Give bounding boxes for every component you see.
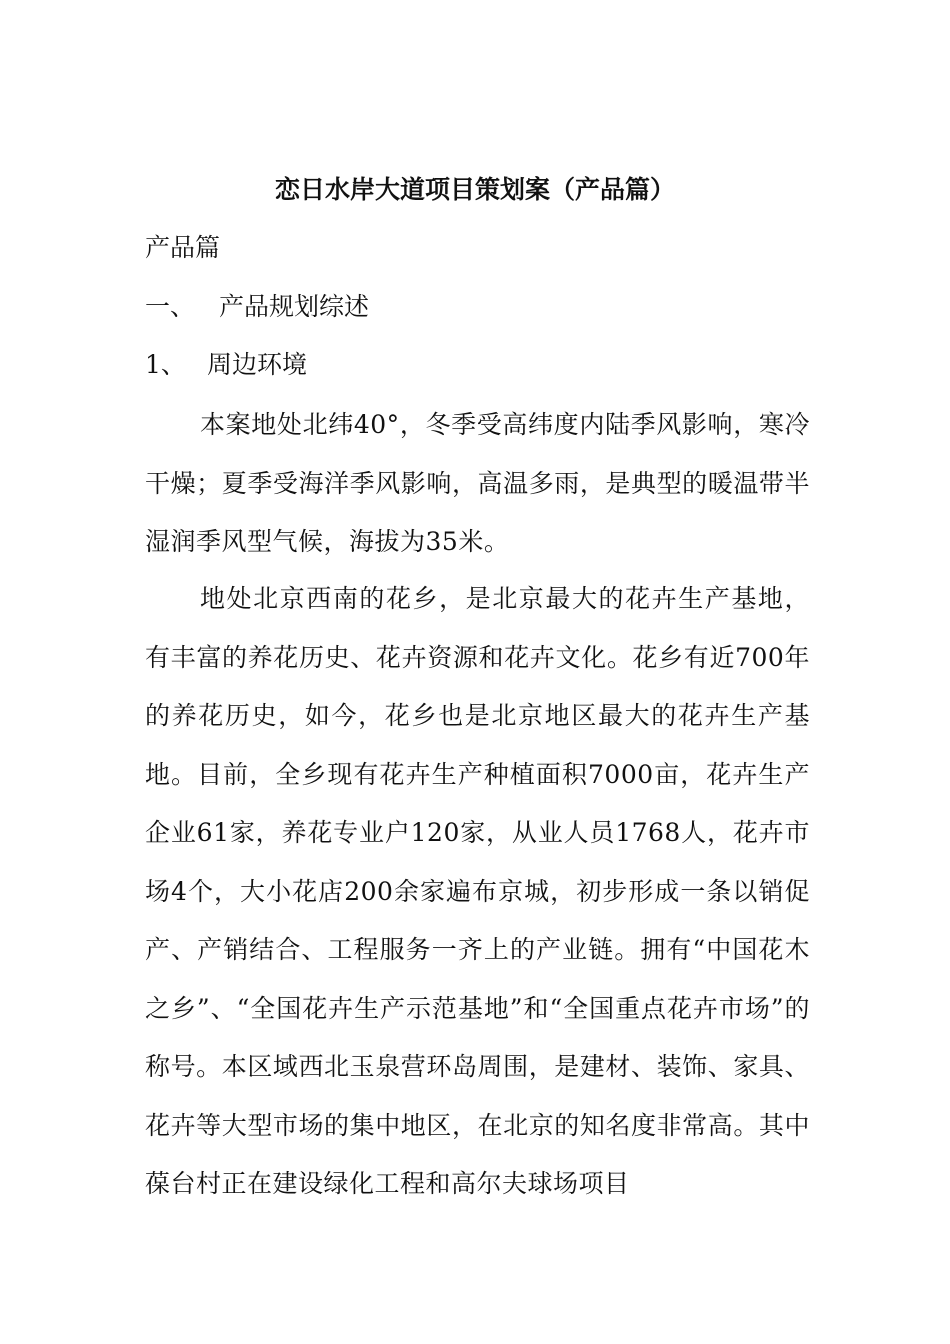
subsection-number: 1、	[145, 350, 186, 379]
subsection-title: 周边环境	[207, 350, 308, 379]
section-title: 产品规划综述	[219, 292, 370, 321]
part-heading: 产品篇	[145, 233, 221, 262]
section-number: 一、	[145, 292, 196, 321]
section-heading	[145, 287, 369, 327]
document-title: 恋日水岸大道项目策划案（产品篇）	[274, 175, 675, 204]
body-paragraph-location: 地处北京西南的花乡，是北京最大的花卉生产基地，有丰富的养花历史、花卉资源和花卉文化。花乡有近700年的养花历史，如今，花乡也是北京地区最大的花卉生产基地。目前，全乡现有花卉生产种植面积7000亩，花卉生产企业61家，养花专业户120家，从业人员1768人，花卉市场4个，大小花店200余家遍布京城，初步形成一条以销促产、产销结合、工程服务一齐上的产业链。拥有“中国花木之乡”、“全国花卉生产示范基地”和“全国重点花卉市场”的称号。本区域西北玉泉营环岛周围，是建材、装饰、家具、花卉等大型市场的集中地区，在北京的知名度非常高。其中葆台村正在建设绿化工程和高尔夫球场项目	[145, 584, 810, 1198]
subsection-heading	[145, 345, 307, 385]
body-paragraph-climate: 本案地处北纬40°，冬季受高纬度内陆季风影响，寒冷干燥；夏季受海洋季风影响，高温多雨，是典型的暖温带半湿润季风型气候，海拔为35米。	[145, 410, 810, 556]
